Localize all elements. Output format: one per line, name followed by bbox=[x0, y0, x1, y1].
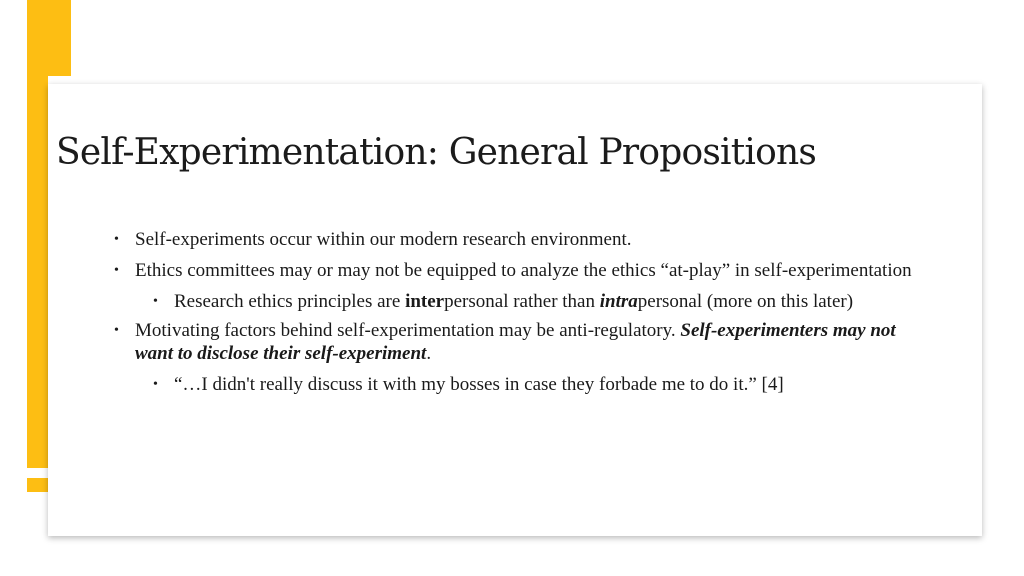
sub-bullet-item-2 bbox=[153, 373, 924, 396]
sub-bullet-item-1 bbox=[153, 290, 924, 313]
bullet-text: . bbox=[426, 343, 432, 364]
quote-text: “…I didn't really discuss it with my bosses in case they forbade me to do it.” [4] bbox=[174, 374, 784, 395]
slide-title: Self-Experimentation: General Propositions bbox=[56, 132, 817, 173]
bullet-item-2 bbox=[114, 259, 924, 282]
slide-card bbox=[48, 84, 982, 536]
bullet-item-1 bbox=[114, 228, 924, 251]
bullet-text: personal rather than bbox=[444, 291, 600, 312]
bullet-list bbox=[114, 228, 924, 402]
accent-block-bottom bbox=[27, 478, 48, 492]
bullet-marker: • bbox=[114, 232, 119, 247]
emphasis-intra: intra bbox=[599, 291, 638, 312]
bullet-text: Ethics committees may or may not be equipped to analyze the ethics “at-play” in self-experimentation bbox=[135, 260, 912, 281]
emphasis-inter: inter bbox=[405, 291, 445, 312]
accent-bar-top bbox=[27, 0, 71, 76]
bullet-marker: • bbox=[153, 294, 158, 309]
bullet-marker: • bbox=[114, 323, 119, 338]
bullet-item-3 bbox=[114, 319, 924, 365]
bullet-text: Self-experiments occur within our modern research environment. bbox=[135, 229, 632, 250]
bullet-text: Motivating factors behind self-experimentation may be anti-regulatory. bbox=[135, 320, 681, 341]
accent-bar-left bbox=[27, 76, 48, 468]
bullet-marker: • bbox=[114, 263, 119, 278]
emphasis-statement: Self-experimenters may not want to disclose their self-experiment bbox=[135, 320, 896, 364]
bullet-text: Research ethics principles are bbox=[174, 291, 406, 312]
bullet-marker: • bbox=[153, 377, 158, 392]
bullet-text: personal (more on this later) bbox=[637, 291, 854, 312]
